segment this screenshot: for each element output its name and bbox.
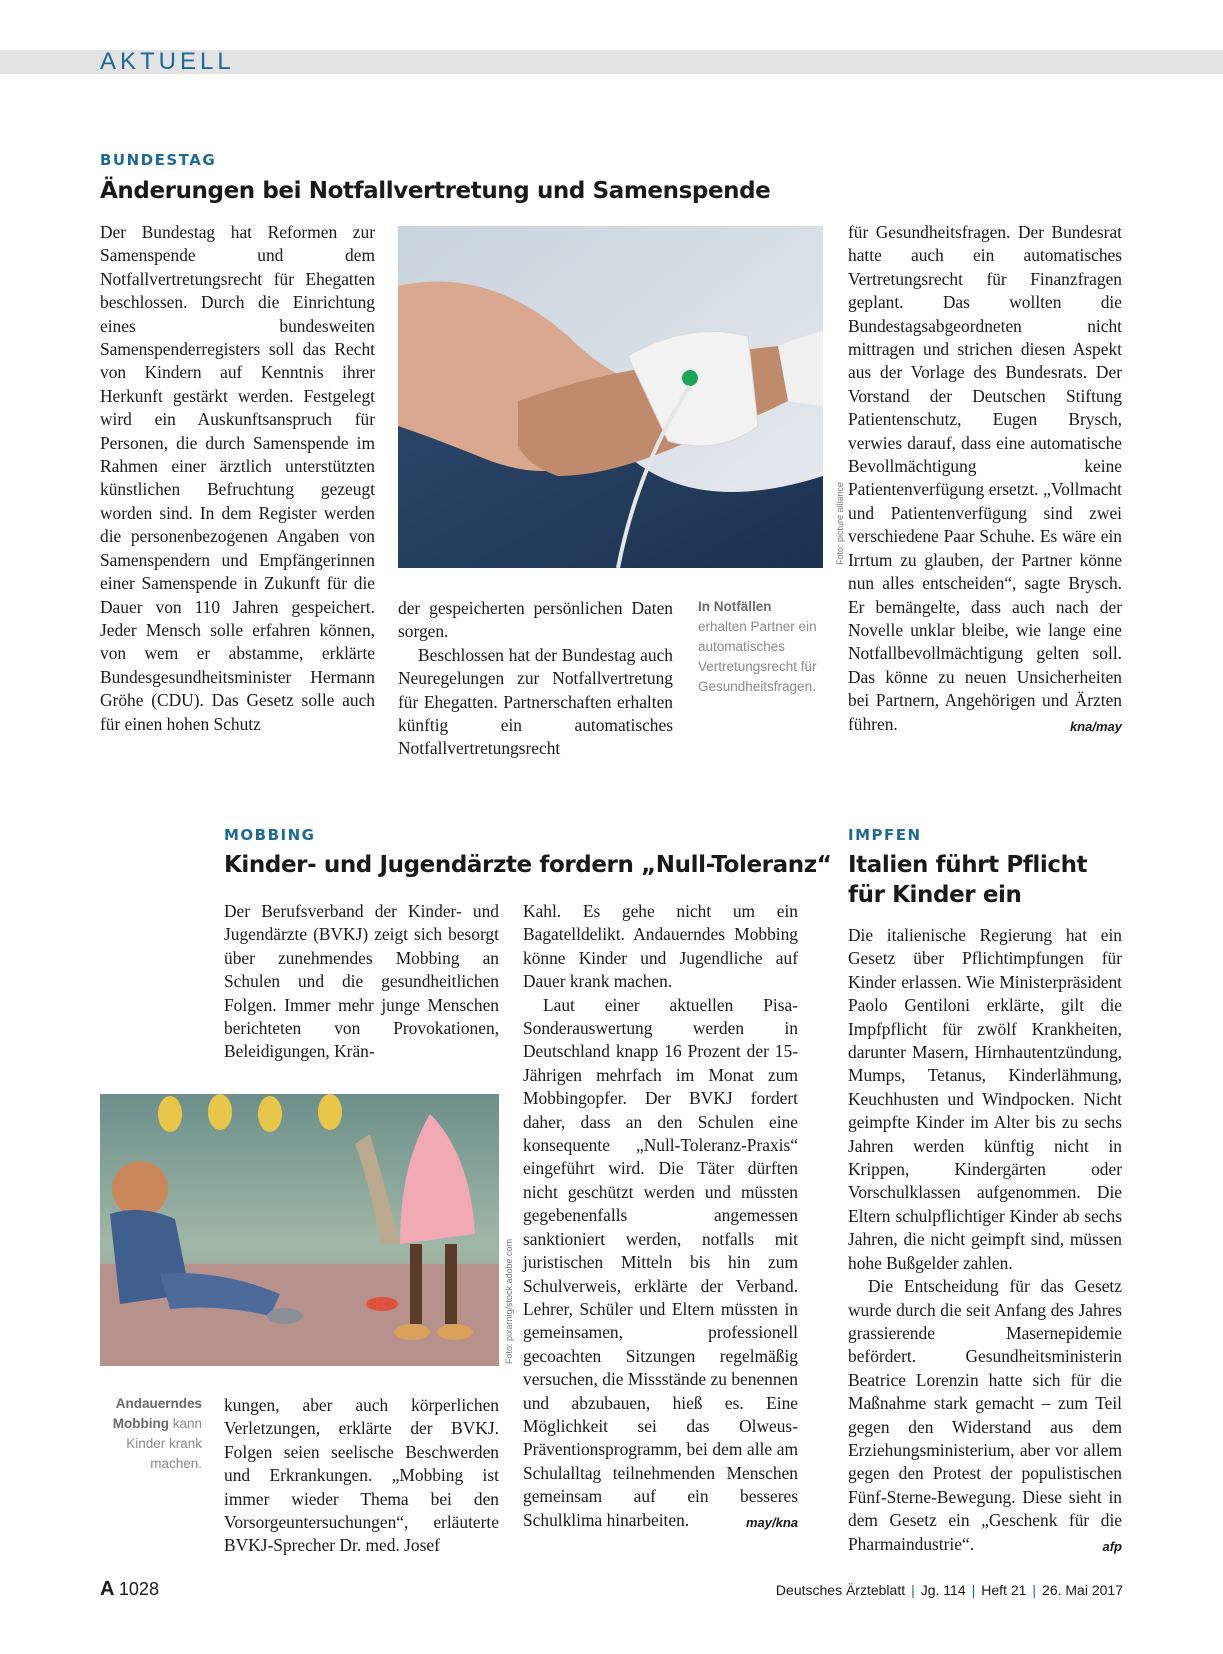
footer-separator: | [971, 1582, 976, 1598]
article1-column-2 [398, 597, 673, 761]
article1-photo-credit: Foto: picture alliance [835, 481, 845, 565]
article2-col1-top-text: Der Berufsverband der Kinder- und Jugendärzte (BVKJ) zeigt sich besorgt über zunehmendes Mobbing an Schulen und die gesundheitlichen Folgen. Immer mehr junge Menschen berichteten von Provokationen, Beleidigungen, Krän- [224, 901, 499, 1062]
article1-column-3 [848, 221, 1122, 738]
footer-publication [776, 1582, 1123, 1598]
article1-column-1 [100, 221, 375, 736]
article3-signature: afp [1102, 1538, 1122, 1554]
article2-kicker: MOBBING [224, 826, 316, 844]
article3-p2 [848, 1275, 1122, 1556]
footer-date: 26. Mai 2017 [1042, 1582, 1123, 1598]
article1-caption-rest: erhalten Partner ein automatisches Vertretungsrecht für Gesundheitsfragen. [698, 619, 817, 694]
article2-caption [100, 1394, 202, 1474]
article1-signature: kna/may [1069, 718, 1122, 734]
footer-separator: | [1032, 1582, 1037, 1598]
article1-col2-p1: der gespeicherten persönlichen Daten sorgen. [398, 598, 673, 642]
article1-caption-bold: In Notfällen [698, 599, 772, 614]
article2-caption-bold: Andauerndes Mobbing [112, 1396, 202, 1431]
kids-illustration [100, 1094, 499, 1366]
article1-caption [698, 597, 823, 697]
article2-col2-p2 [523, 994, 798, 1532]
article3-p1: Die italienische Regierung hat ein Gesetz über Pflichtimpfungen für Kinder erlassen. Wie Ministerpräsident Paolo Gentiloni erklärte, gilt die Impfpflicht für zwölf Krankheiten, darunter Masern, Hirnhautentzündung, Mumps, Tetanus, Kinderlähmung, Keuchhusten und Windpocken. Nicht geimpfte Kinder im Alter bis zu sechs Jahren werden künftig nicht in Krippen, Kindergärten oder Vorschulklassen aufgenommen. Die Eltern schulpflichtiger Kinder ab sechs Jahren, die nicht geimpft sind, müssen hohe Bußgelder zahlen. [848, 925, 1122, 1273]
article2-photo-credit: Foto: pixarnig/stock.adobe.com [504, 1238, 514, 1364]
article1-photo-hands [398, 226, 823, 568]
article2-caption-rest: kann Kinder krank machen. [126, 1416, 202, 1471]
article2-headline: Kinder- und Jugendärzte fordern „Null-Toleranz“ [224, 852, 832, 878]
page-number [100, 1578, 159, 1601]
footer-separator: | [911, 1582, 915, 1598]
article3-p2-body: Die Entscheidung für das Gesetz wurde durch die seit Anfang des Jahres grassierende Masernepidemie befördert. Gesundheitsministerin Beatrice Lorenzin hatte sich für die Maßnahme stark gemacht – zum Teil gegen den Widerstand aus dem Erziehungsministerium, aber vor allem gegen den Protest der populistischen Fünf-Sterne-Bewegung. Diese sieht in dem Gesetz ein „Geschenk für die Pharmaindustrie“. [848, 1276, 1122, 1554]
article1-kicker: BUNDESTAG [100, 151, 217, 169]
footer-volume: Jg. 114 [920, 1582, 966, 1598]
article1-col1-text: Der Bundestag hat Reformen zur Samenspende und dem Notfallvertretungsrecht für Ehegatten beschlossen. Durch die Einrichtung eines bundesweiten Samenspenderregisters soll das Recht von Kindern auf Kenntnis ihrer Herkunft gestärkt werden. Festgelegt wird ein Auskunftsanspruch für Personen, die durch Samenspende im Rahmen einer ärztlich unterstützten künstlichen Befruchtung gezeugt worden sind. In dem Register werden die personenbezogenen Angaben von Samenspendern und Empfängerinnen einer Samenspende in Zukunft für die Dauer von 110 Jahren gespeichert. Jeder Mensch solle erfahren können, von wem er abstamme, erklärte Bundesgesundheitsminister Hermann Gröhe (CDU). Das Gesetz solle auch für einen hohen Schutz [100, 222, 375, 734]
page-number-value: 1028 [118, 1579, 159, 1599]
article1-col2-p2: Beschlossen hat der Bundestag auch Neuregelungen zur Notfallvertretung für Ehegatten. Partnerschaften erhalten künftig ein automatisches Notfallvertretungsrecht [398, 644, 673, 759]
article2-photo-kids [100, 1094, 499, 1366]
article3-kicker: IMPFEN [848, 826, 922, 844]
footer-journal: Deutsches Ärzteblatt [775, 1582, 906, 1598]
article1-headline: Änderungen bei Notfallvertretung und Samenspende [100, 178, 771, 204]
footer-issue: Heft 21 [981, 1582, 1027, 1598]
article3-headline-line2: für Kinder ein [848, 882, 1022, 908]
article3-column [848, 924, 1122, 1558]
article2-column-2 [523, 900, 798, 1534]
article2-col2-p1: Kahl. Es gehe nicht um ein Bagatelldelikt. Andauerndes Mobbing könne Kinder und Jugendliche auf Dauer krank machen. [523, 901, 798, 992]
article2-col2-p2-body: Laut einer aktuellen Pisa-Sonderauswertung werden in Deutschland knapp 16 Prozent der 15-Jährigen mehrfach im Monat zum Mobbingopfer. Der BVKJ fordert daher, dass an den Schulen eine konsequente „Null-Toleranz-Praxis“ eingeführt wird. Die Täter dürften nicht geschützt werden und müssten gegebenenfalls angemessen sanktioniert werden, notfalls mit juristischen Mitteln bis hin zum Schulverweis, erklärte der Verband. Lehrer, Schüler und Eltern müssten in gemeinsamen, professionell gecoachten Sitzungen regelmäßig versuchen, die Missstände zu benennen und abzubauen, hieß es. Eine Möglichkeit sei das Olweus-Präventionsprogramm, bei dem alle am Schulalltag teilnehmenden Menschen gemeinsam auf ein besseres Schulklima hinarbeiten. [523, 994, 798, 1530]
article2-signature: may/kna [745, 1514, 798, 1530]
article1-col3-body: für Gesundheitsfragen. Der Bundesrat hatte auch ein automatisches Vertretungsrecht für Finanzfragen geplant. Das wollten die Bundestagsabgeordneten nicht mittragen und strichen diesen Aspekt aus der Vorlage des Bundesrats. Der Vorstand der Deutschen Stiftung Patientenschutz, Eugen Brysch, verwies darauf, dass eine automatische Bevollmächtigung keine Patientenverfügung ersetzt. „Vollmacht und Patientenverfügung sind zwei verschiedene Paar Schuhe. Es wäre ein Irrtum zu glauben, der Partner könne nun alles entscheiden“, sagte Brysch. Er bemängelte, dass auch nach der Novelle unklar bleibe, wie lange eine Notfallbevollmächtigung gelten soll. Das könne zu neuen Unsicherheiten bei Partnern, Angehörigen und Ärzten führen. [848, 222, 1122, 734]
article3-headline-line1: Italien führt Pflicht [848, 852, 1088, 878]
page-prefix: A [100, 1578, 115, 1600]
article3-headline [848, 850, 1087, 910]
article1-col3-text [848, 221, 1122, 736]
article2-column-1-top [224, 900, 499, 1064]
article2-column-1-bottom [224, 1394, 499, 1558]
hands-illustration [398, 226, 823, 568]
section-label: AKTUELL [100, 48, 235, 75]
article2-col1-bottom-text: kungen, aber auch körperlichen Verletzungen, erklärte der BVKJ. Folgen seien seelische Beschwerden und Erkrankungen. „Mobbing ist immer wieder Thema bei den Vorsorgeuntersuchungen“, erläuterte BVKJ-Sprecher Dr. med. Josef [224, 1395, 499, 1556]
